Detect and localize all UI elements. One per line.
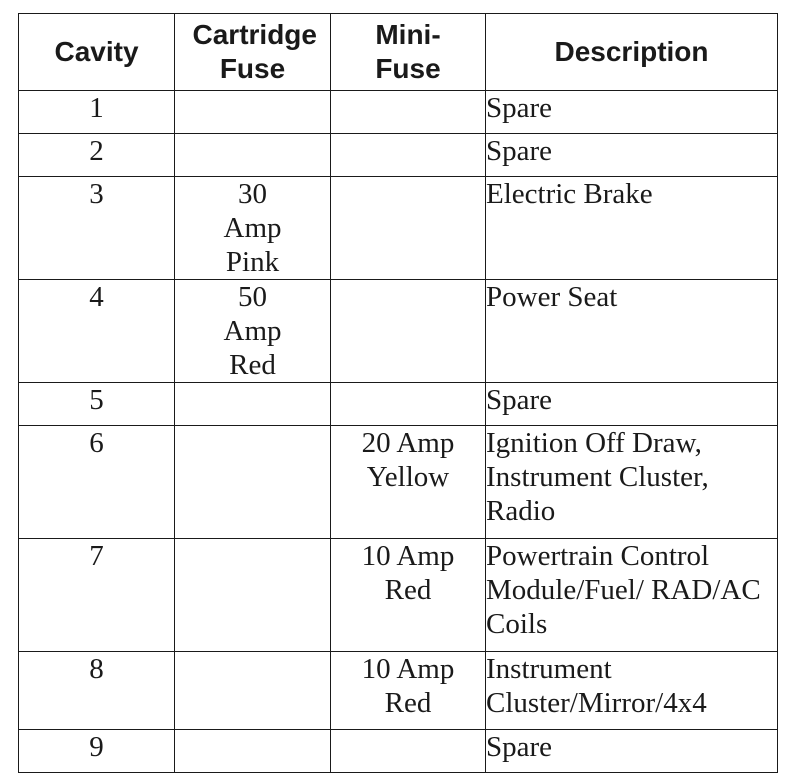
table-row <box>19 652 778 730</box>
description-cell: Spare <box>486 730 778 773</box>
cartridge-fuse-cell <box>175 426 331 539</box>
description-cell: Spare <box>486 91 778 134</box>
mini-fuse-cell: 10 Amp Red <box>331 539 486 652</box>
cavity-cell: 6 <box>19 426 175 539</box>
header-mini-fuse: Mini-Fuse <box>331 14 486 91</box>
table-row <box>19 730 778 773</box>
table-row <box>19 383 778 426</box>
mini-fuse-cell <box>331 177 486 280</box>
cavity-cell: 4 <box>19 280 175 383</box>
table-row <box>19 539 778 652</box>
cavity-cell: 2 <box>19 134 175 177</box>
table-row <box>19 134 778 177</box>
cartridge-fuse-cell <box>175 383 331 426</box>
cartridge-fuse-cell <box>175 652 331 730</box>
cartridge-fuse-cell <box>175 91 331 134</box>
header-description: Description <box>486 14 778 91</box>
fuse-table <box>18 13 778 773</box>
cavity-cell: 7 <box>19 539 175 652</box>
header-cavity: Cavity <box>19 14 175 91</box>
cartridge-fuse-cell <box>175 539 331 652</box>
description-cell: Ignition Off Draw, Instrument Cluster, Radio <box>486 426 778 539</box>
table-row <box>19 91 778 134</box>
header-row <box>19 14 778 91</box>
mini-fuse-cell <box>331 280 486 383</box>
header-cartridge-fuse: Cartridge Fuse <box>175 14 331 91</box>
table-row <box>19 280 778 383</box>
mini-fuse-cell <box>331 383 486 426</box>
cavity-cell: 9 <box>19 730 175 773</box>
description-cell: Spare <box>486 383 778 426</box>
mini-fuse-cell <box>331 91 486 134</box>
description-cell: Powertrain Control Module/Fuel/ RAD/AC Coils <box>486 539 778 652</box>
mini-fuse-cell <box>331 134 486 177</box>
description-cell: Spare <box>486 134 778 177</box>
cavity-cell: 5 <box>19 383 175 426</box>
cavity-cell: 1 <box>19 91 175 134</box>
cartridge-fuse-cell <box>175 730 331 773</box>
cartridge-fuse-cell <box>175 134 331 177</box>
cavity-cell: 3 <box>19 177 175 280</box>
cartridge-fuse-cell: 30 Amp Pink <box>175 177 331 280</box>
mini-fuse-cell: 10 Amp Red <box>331 652 486 730</box>
mini-fuse-cell: 20 Amp Yellow <box>331 426 486 539</box>
cartridge-fuse-cell: 50 Amp Red <box>175 280 331 383</box>
table-row <box>19 426 778 539</box>
description-cell: Instrument Cluster/Mirror/4x4 <box>486 652 778 730</box>
description-cell: Electric Brake <box>486 177 778 280</box>
table-row <box>19 177 778 280</box>
cavity-cell: 8 <box>19 652 175 730</box>
description-cell: Power Seat <box>486 280 778 383</box>
mini-fuse-cell <box>331 730 486 773</box>
